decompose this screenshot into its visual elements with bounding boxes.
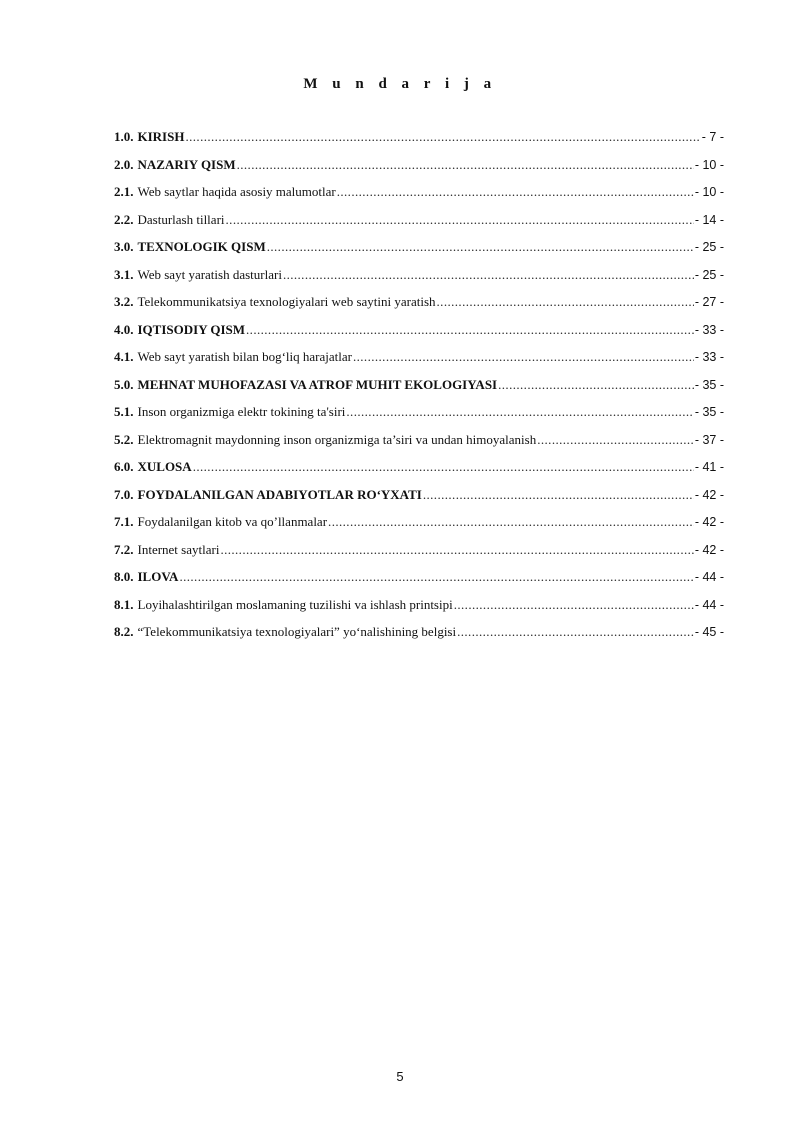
toc-dot-leader (537, 432, 694, 448)
toc-entry-title: Web saytlar haqida asosiy malumotlar (137, 184, 336, 199)
toc-entry-title: Dasturlash tillari (137, 211, 225, 227)
toc-dot-leader (498, 377, 694, 393)
toc-entry[interactable] (114, 349, 724, 377)
toc-entry-number: 3.0. (114, 239, 134, 254)
toc-dot-leader (346, 404, 693, 420)
toc-entry-title: MEHNAT MUHOFAZASI VA ATROF MUHIT EKOLOGIYASI (137, 376, 498, 392)
toc-entry-title: NAZARIY QISM (137, 156, 236, 172)
toc-entry[interactable] (114, 459, 724, 487)
toc-dot-leader (179, 569, 693, 585)
toc-entry-number: 4.0. (114, 321, 134, 337)
toc-entry-page: - 37 - (694, 432, 724, 447)
toc-entry[interactable] (114, 432, 724, 460)
toc-entry-number: 1.0. (114, 129, 134, 144)
toc-entry[interactable] (114, 597, 724, 625)
toc-entry-page: - 7 - (701, 130, 724, 144)
toc-entry-page: - 10 - (694, 185, 724, 199)
toc-entry-page: - 33 - (694, 350, 724, 364)
toc-entry-title: XULOSA (137, 459, 192, 474)
toc-entry-number: 7.2. (114, 541, 134, 557)
toc-entry-title: Internet saytlari (137, 541, 220, 557)
toc-entry[interactable] (114, 212, 724, 240)
toc-dot-leader (237, 157, 694, 173)
toc-entry[interactable] (114, 377, 724, 405)
toc-entry-title: Web sayt yaratish dasturlari (137, 266, 282, 282)
toc-entry-title: Telekommunikatsiya texnologiyalari web saytini yaratish (137, 294, 436, 309)
toc-dot-leader (283, 267, 694, 283)
toc-entry-title: TEXNOLOGIK QISM (137, 239, 266, 254)
toc-entry[interactable] (114, 542, 724, 570)
toc-entry-page: - 45 - (694, 625, 724, 639)
toc-entry-number: 7.1. (114, 514, 134, 529)
toc-entry[interactable] (114, 404, 724, 432)
toc-entry-page: - 35 - (694, 405, 724, 419)
toc-entry-page: - 10 - (694, 157, 724, 172)
toc-dot-leader (267, 239, 694, 255)
toc-entry-number: 7.0. (114, 486, 134, 502)
toc-dot-leader (193, 459, 694, 475)
toc-entry-title: FOYDALANILGAN ADABIYOTLAR RO‘YXATI (137, 486, 422, 502)
toc-entry-page: - 27 - (694, 295, 724, 309)
toc-entry-title: Elektromagnit maydonning inson organizmiga ta’siri va undan himoyalanish (137, 431, 537, 447)
toc-entry[interactable] (114, 322, 724, 350)
toc-entry-number: 6.0. (114, 459, 134, 474)
toc-entry-page: - 14 - (694, 212, 724, 227)
toc-entry-number: 5.0. (114, 376, 134, 392)
toc-dot-leader (437, 294, 694, 310)
toc-entry-title: Foydalanilgan kitob va qo’llanmalar (137, 514, 328, 529)
toc-entry-number: 4.1. (114, 349, 134, 364)
toc-dot-leader (454, 597, 694, 613)
toc-entry-page: - 33 - (694, 322, 724, 337)
toc-dot-leader (246, 322, 694, 338)
toc-entry-number: 8.1. (114, 596, 134, 612)
toc-entry-number: 5.1. (114, 404, 134, 419)
toc-entry-page: - 42 - (694, 515, 724, 529)
toc-dot-leader (226, 212, 694, 228)
toc-entry-number: 8.0. (114, 569, 134, 584)
toc-entry-number: 2.2. (114, 211, 134, 227)
toc-entry[interactable] (114, 184, 724, 212)
toc-entry-page: - 44 - (694, 597, 724, 612)
toc-entry-title: KIRISH (137, 129, 185, 144)
toc-dot-leader (220, 542, 693, 558)
toc-entry-title: Web sayt yaratish bilan bog‘liq harajatlar (137, 349, 352, 364)
page-number: 5 (396, 1069, 404, 1084)
toc-entry-number: 3.1. (114, 266, 134, 282)
toc-entry[interactable] (114, 487, 724, 515)
toc-entry-number: 5.2. (114, 431, 134, 447)
toc-entry-page: - 25 - (694, 240, 724, 254)
toc-entry[interactable] (114, 129, 724, 157)
toc-entry-title: IQTISODIY QISM (137, 321, 246, 337)
toc-entry[interactable] (114, 267, 724, 295)
toc-entry[interactable] (114, 294, 724, 322)
toc-dot-leader (423, 487, 694, 503)
table-of-contents (114, 129, 724, 652)
toc-entry-page: - 41 - (694, 460, 724, 474)
toc-entry[interactable] (114, 569, 724, 597)
toc-entry[interactable] (114, 239, 724, 267)
toc-entry[interactable] (114, 624, 724, 652)
page-title: M u n d a r i j a (303, 76, 497, 92)
toc-entry-number: 8.2. (114, 624, 134, 639)
toc-entry[interactable] (114, 514, 724, 542)
toc-entry-number: 3.2. (114, 294, 134, 309)
toc-entry-page: - 42 - (694, 487, 724, 502)
toc-entry[interactable] (114, 157, 724, 185)
toc-dot-leader (457, 624, 694, 640)
toc-dot-leader (353, 349, 694, 365)
toc-entry-title: Loyihalashtirilgan moslamaning tuzilishi va ishlash printsipi (137, 596, 453, 612)
toc-dot-leader (185, 129, 700, 145)
toc-entry-number: 2.1. (114, 184, 134, 199)
toc-entry-page: - 44 - (694, 570, 724, 584)
toc-dot-leader (337, 184, 694, 200)
toc-entry-title: ILOVA (137, 569, 179, 584)
toc-entry-title: “Telekommunikatsiya texnologiyalari” yo‘nalishining belgisi (137, 624, 457, 639)
toc-dot-leader (328, 514, 694, 530)
toc-entry-number: 2.0. (114, 156, 134, 172)
toc-entry-title: Inson organizmiga elektr tokining ta'siri (137, 404, 346, 419)
toc-entry-page: - 35 - (694, 377, 724, 392)
toc-entry-page: - 42 - (694, 542, 724, 557)
toc-entry-page: - 25 - (694, 267, 724, 282)
